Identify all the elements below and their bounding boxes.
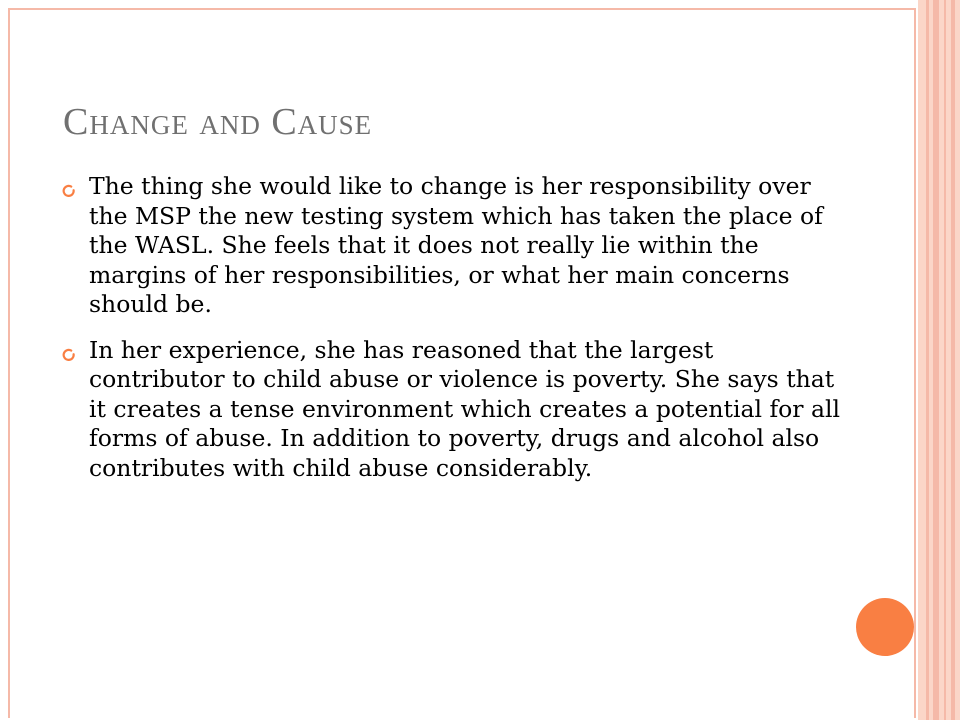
bullet-text: In her experience, she has reasoned that the largest contributor to child abuse or violence is poverty. She says that it creates a tense environment which creates a potential for all forms of abuse. In addition to poverty, drugs and alcohol also contributes with child abuse considerably. [89, 335, 841, 482]
open-circle-bullet-icon [62, 184, 76, 198]
decorative-stripe [944, 0, 946, 720]
bullet-item [62, 172, 852, 320]
open-circle-bullet-icon [62, 348, 76, 362]
decorative-stripe [926, 0, 929, 720]
orange-circle-decoration [856, 598, 914, 656]
bullet-list [62, 172, 852, 499]
bullet-item [62, 336, 852, 484]
bullet-text: The thing she would like to change is her responsibility over the MSP the new testing system which has taken the place of the WASL. She feels that it does not really lie within the margins of her responsibilities, or what her main concerns should be. [89, 172, 823, 318]
slide-title: Change and Cause [63, 101, 373, 143]
decorative-stripe [951, 0, 955, 720]
decorative-stripe [933, 0, 939, 720]
